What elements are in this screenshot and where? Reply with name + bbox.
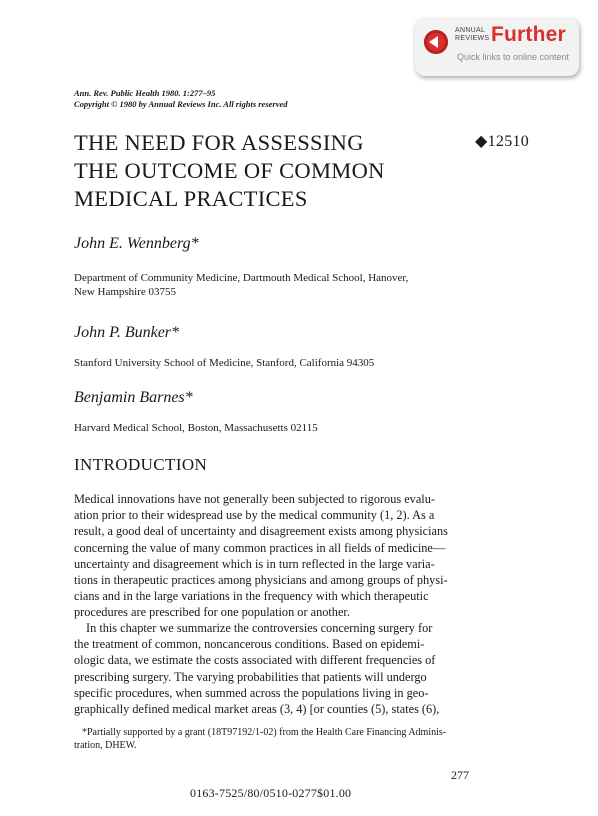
author-name: John P. Bunker*: [74, 324, 180, 341]
article-title: [74, 129, 454, 213]
copyright-line: Copyright © 1980 by Annual Reviews Inc. All rights reserved: [74, 99, 288, 109]
title-line: MEDICAL PRACTICES: [74, 186, 308, 211]
badge-brand: ANNUAL REVIEWS: [455, 27, 490, 42]
page-number: 277: [451, 768, 469, 782]
document-id: 0163-7525/80/0510-0277$01.00: [190, 786, 352, 800]
paragraph: Medical innovations have not generally been subjected to rigorous evalu- ation prior to their widespread use by the medical community (1, 2). As a result, a good deal of uncertainty and disagreement exists among physicians concerning the value of many common practices in all fields of medicine— uncertainty and disagreement which is in turn reflected in the large varia- tions in therapeutic practices among physicians and among groups of physi- cians and in the large variations in the frequency with which therapeutic procedures are prescribed for one population or another.: [74, 492, 448, 620]
further-badge[interactable]: [415, 18, 579, 76]
badge-subtitle: Quick links to online content: [457, 52, 570, 62]
title-line: THE OUTCOME OF COMMON: [74, 158, 385, 183]
author-name: John E. Wennberg*: [74, 235, 199, 252]
article-code: ◆12510: [475, 133, 530, 150]
citation-line: Ann. Rev. Public Health 1980. 1:277–95: [74, 88, 216, 98]
badge-title: Further: [491, 23, 566, 46]
footnote: *Partially supported by a grant (18T97192/1-02) from the Health Care Financing Adminis- tration, DHEW.: [74, 727, 447, 751]
paragraph: In this chapter we summarize the controversies concerning surgery for the treatment of common, noncancerous conditions. Based on epidemi- ologic data, we estimate the costs associated with different frequencies of prescribing surgery. The varying probabilities that patients will undergo specific procedures, when summed across the populations living in geo- graphically defined medical market areas (3, 4) [or counties (5), states (6),: [74, 621, 440, 717]
section-heading: INTRODUCTION: [74, 455, 208, 474]
title-line: THE NEED FOR ASSESSING: [74, 130, 364, 155]
back-arrow-icon: [424, 30, 448, 54]
author-affiliation: Harvard Medical School, Boston, Massachusetts 02115: [74, 422, 318, 434]
author-affiliation: Stanford University School of Medicine, Stanford, California 94305: [74, 357, 375, 369]
author-name: Benjamin Barnes*: [74, 389, 193, 406]
author-affiliation: Department of Community Medicine, Dartmouth Medical School, Hanover, New Hampshire 03755: [74, 272, 409, 298]
journal-citation: [74, 88, 288, 110]
